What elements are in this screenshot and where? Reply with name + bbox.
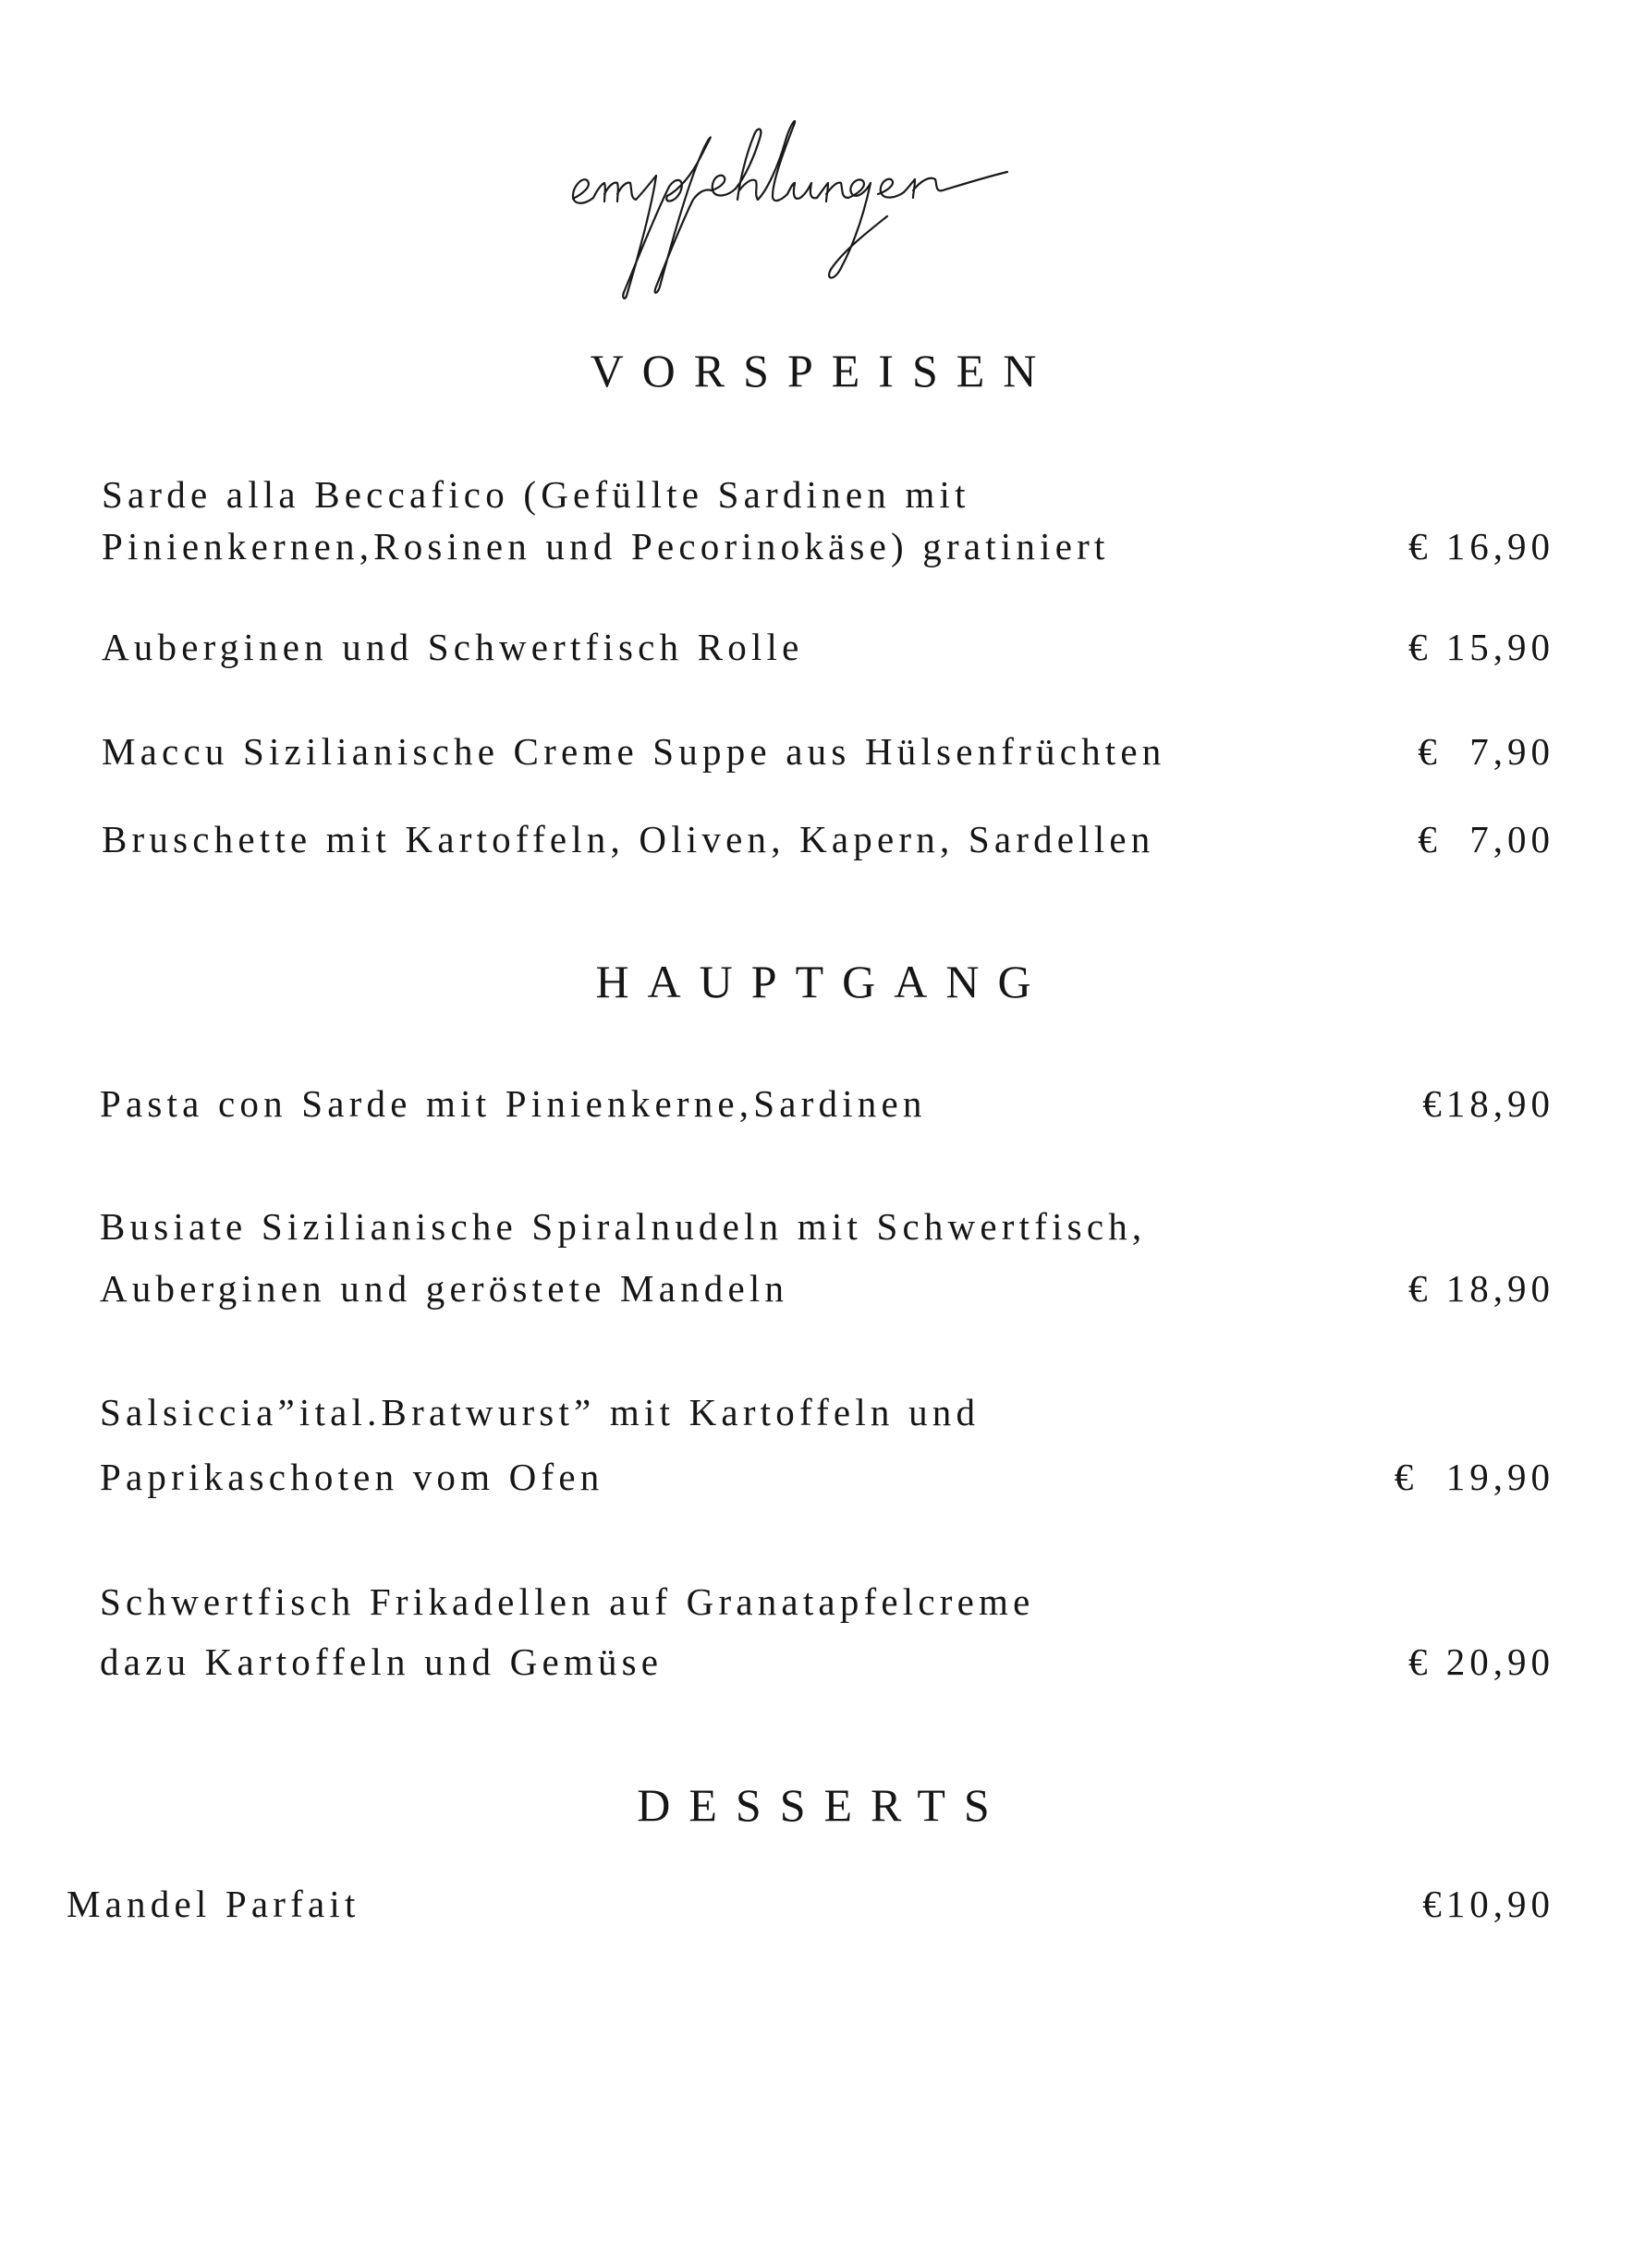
item-line: Salsiccia”ital.Bratwurst” mit Kartoffeln und [100,1391,981,1433]
item-price: € 7,90 [1418,730,1554,773]
item-price: € 7,00 [1418,818,1554,860]
item-price: € 18,90 [1408,1267,1554,1310]
item-line: Paprikaschoten vom Ofen [100,1456,604,1498]
item-price: € 20,90 [1408,1640,1554,1683]
handwritten-empfehlungen [564,120,1081,305]
item-line: Schwertfisch Frikadellen auf Granatapfelcreme [100,1580,1035,1623]
item-line: Mandel Parfait [67,1883,360,1925]
item-price: € 19,90 [1394,1456,1554,1498]
item-line: dazu Kartoffeln und Gemüse [100,1640,664,1683]
section-heading-hauptgang: HAUPTGANG [595,956,1050,1007]
item-line: Bruschette mit Kartoffeln, Oliven, Kapern, Sardellen [102,818,1155,860]
script-title [564,120,1081,305]
item-line: Auberginen und geröstete Mandeln [100,1267,789,1310]
item-line: Auberginen und Schwertfisch Rolle [102,626,804,668]
item-line: Maccu Sizilianische Creme Suppe aus Hülsenfrüchten [102,730,1166,773]
item-line: Busiate Sizilianische Spiralnudeln mit Schwertfisch, [100,1205,1147,1248]
section-heading-vorspeisen: VORSPEISEN [590,345,1055,396]
item-price: € 15,90 [1408,626,1554,668]
item-price: €18,90 [1422,1082,1554,1125]
item-line: Sarde alla Beccafico (Gefüllte Sardinen mit [102,473,970,516]
item-line: Pasta con Sarde mit Pinienkerne,Sardinen [100,1082,927,1125]
item-price: € 16,90 [1408,525,1554,567]
item-price: €10,90 [1422,1883,1554,1925]
item-line: Pinienkernen,Rosinen und Pecorinokäse) gratiniert [102,525,1110,567]
section-heading-desserts: DESSERTS [637,1779,1008,1831]
